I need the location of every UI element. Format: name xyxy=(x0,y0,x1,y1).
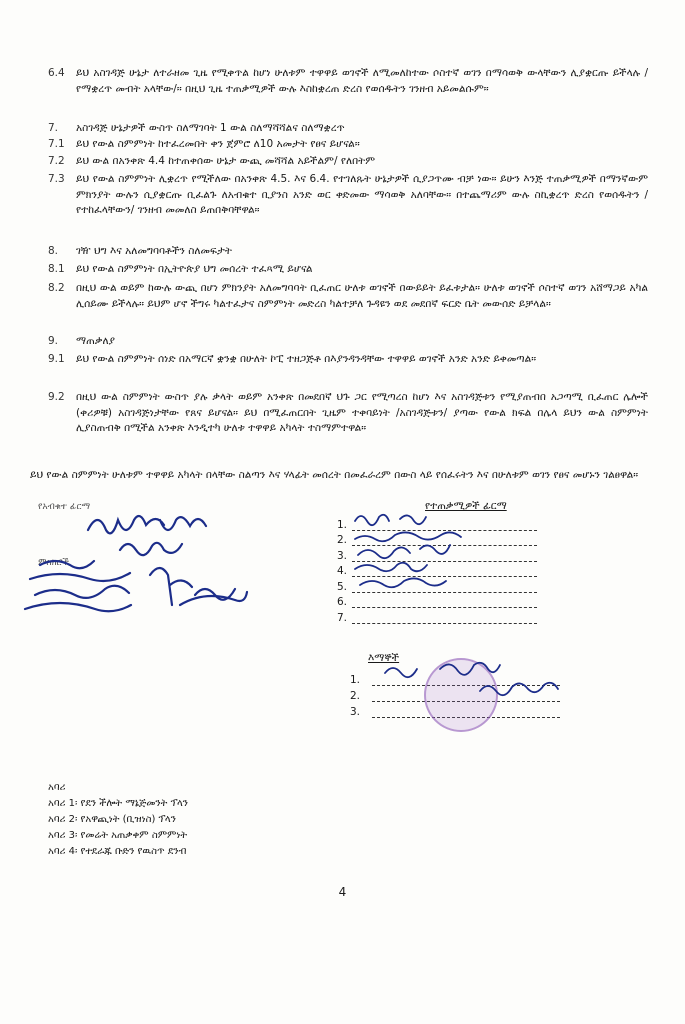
clause-8-2 xyxy=(48,281,648,312)
signature-number: 7. xyxy=(337,611,348,624)
clause-number: 7.3 xyxy=(48,173,65,185)
clause-number: 9. xyxy=(48,335,59,347)
signature-number: 2. xyxy=(337,534,348,546)
clause-8 xyxy=(48,244,648,260)
clause-text: ይህ የውል ስምምነት ሊቋረጥ የሚችለው በአንቀጽ 4.5. እና 6.4. የተገለጹት ሁኔታዎች ሲያጋጥሙ ብቻ ነው። ይሁን እንጅ ተጠቃሚዎች በማንኛውም ምክንያት ውሉን ሲያቋርጡ ቢፈልጉ ለአብቁተ ቢያንስ አንድ ወር ቀድመው ማሳወቅ አለባቸው። በተጨማሪም ውሉ ስኪቋረጥ ድረስ የወሰዱትን /የተከፈላቸውን/ ገንዘብ መመለስ ይጠበቅባቸዋል። xyxy=(76,173,648,216)
clause-8-1 xyxy=(48,262,648,278)
clause-text: ይህ ውል በአንቀጽ 4.4 ከተጠቀሰው ሁኔታ ውጪ መሻሻል አይችልም/ የለበትም xyxy=(76,155,376,167)
clause-text: ይህ የውል ስምምነት ሰነድ በአማርኛ ቋንቋ በሁለት ኮፒ ተዘጋጅቶ በእያንዳንዳቸው ተዋዋይ ወገኖች አንድ አንድ ይቀመጣል። xyxy=(76,353,537,365)
page-number: 4 xyxy=(338,885,347,899)
signature-line xyxy=(337,608,537,624)
closing-paragraph: ይህ የውል ስምምነት ሁለቱም ተዋዋይ አካላት በላቸው ስልጣን እና ሃላፊት መሰረት በመፈራረም በውስ ላይ የሰፈሩትን እና በሁለቱም ወገን የፀና መሆኑን ገልፀዋል። xyxy=(30,469,639,481)
attachment-item: አባሪ 4፡ የተደራጁ ቡድን የዉስጥ ደንብ xyxy=(48,846,187,857)
clause-text: ማጠቃለያ xyxy=(76,335,116,347)
clause-6-4 xyxy=(48,66,648,97)
clause-7-3 xyxy=(48,172,648,219)
witness-number: 2. xyxy=(350,690,361,702)
signature-number: 5. xyxy=(337,580,348,593)
witnesses-heading: እማኞች xyxy=(368,652,400,664)
signature-number: 3. xyxy=(337,549,348,562)
clause-9-1 xyxy=(48,352,648,368)
clause-number: 8. xyxy=(48,245,59,257)
clause-text: በዚህ ውል ስምምነት ውስጥ ያሉ ቃላት ወይም አንቀጽ በመደበኛ ህጉ ጋር የሚጣረስ ከሆነ እና አስገዳጅቱን የሚያጠብበ አጋጣሚ ቢፈጠር ሌሎች (ቀሪዎቹ) አስገዳጅነታቸው የጸና ይሆናል። ይህ በሚፈጠርበት ጊዜም ተቀባይነት /አስገዳጅቱን/ ያጣው የውል ክፍል በሌላ ይህን ውል ስምምነት ሊያስጠብቅ በሚችል አንቀጽ እንዲተካ ሁለቱ ተዋዋይ አካላት ተስማምተዋል። xyxy=(76,391,648,434)
clause-number: 8.2 xyxy=(48,282,65,294)
signature-underline xyxy=(352,596,537,608)
attachment-item: አባሪ 2፡ የአዋጪነት (ቢዝነስ) ፕላን xyxy=(48,814,176,825)
clause-7-1 xyxy=(48,137,648,153)
attachment-item: አባሪ 1፡ የደን ችሎት ማኔጅመንት ፕላን xyxy=(48,798,189,809)
signature-underline xyxy=(352,612,537,624)
clause-number: 9.2 xyxy=(48,391,65,403)
clause-number: 7.2 xyxy=(48,155,65,167)
clause-number: 6.4 xyxy=(48,67,65,79)
beneficiaries-signature-heading: የተጠቃሚዎች ፊርማ xyxy=(425,500,507,512)
clause-7-2 xyxy=(48,154,648,170)
signature-number: 6. xyxy=(337,596,348,608)
left-signatures-icon xyxy=(20,505,270,630)
left-signature-label: የአብቁተ ፊርማ xyxy=(38,502,91,512)
clause-7 xyxy=(48,121,648,137)
clause-text: ይህ የውል ስምምነት በኢትዮጵያ ህግ መሰረት ተፈጻሚ ይሆናል xyxy=(76,263,313,275)
witness-number: 1. xyxy=(350,674,361,686)
clause-number: 9.1 xyxy=(48,353,65,365)
signature-number: 1. xyxy=(337,518,348,531)
clause-9 xyxy=(48,334,648,350)
clause-text: ይህ አስገዳጅ ሁኔታ ለተራዘመ ጊዜ የሚቀጥል ከሆነ ሁለቱም ተዋዋይ ወገኖች ለሚመለከተው ሶስተኛ ወገን በማሳወቅ ውላቸውን ሊያቋርጡ ይችላሉ /የማቋረጥ መብት አላቸው/። በዚህ ጊዜ ተጠቃሚዎች ውሉ እስከቋረጠ ድረስ የወሰዱትን ገንዘብ አይመልሱም። xyxy=(76,67,648,95)
attachments-block xyxy=(48,780,188,860)
attachments-heading: አባሪ xyxy=(48,782,66,793)
left-witness-label: ምስክሮች xyxy=(38,558,69,568)
witness-number: 3. xyxy=(350,706,361,718)
clause-number: 7. xyxy=(48,122,59,134)
clause-text: ገዥ ህግ እና አለመግባባቶችን ስለመፍታት xyxy=(76,245,232,257)
clause-text: በዚህ ውል ወይም ከውሉ ውጪ በሆነ ምክንያት አለመግባባት ቢፈጠር ሁለቱ ወገኖች በውይይት ይፈቱታል። ሁለቱ ወገኖች ሶስተኛ ወገን አሸማጋይ አካል ሊሰይሙ ይችላሉ። ይህም ሆኖ ችግሩ ካልተፈታና ስምምነት መድረስ ካልተቻለ ጉዳዩን ወደ መደበኛ ፍርድ ቤት መውሰድ ይቻላል። xyxy=(76,282,648,310)
clause-9-2 xyxy=(48,390,648,437)
beneficiary-signatures-icon xyxy=(350,505,530,595)
clause-text: ይህ የውል ስምምነት ከተፈረመበት ቀን ጀምሮ ለ10 አመታት የፀና ይሆናል። xyxy=(76,138,360,150)
clause-number: 7.1 xyxy=(48,138,65,150)
clause-number: 8.1 xyxy=(48,263,65,275)
clause-text: አስገዳጅ ሁኔታዎች ውስጥ ስለማገባት 1 ውል ስለማሻሻልና ስለማቋረጥ xyxy=(76,122,345,134)
attachment-item: አባሪ 3፡ የመሬት አጠቃቀም ስምምነት xyxy=(48,830,188,841)
signature-number: 4. xyxy=(337,565,348,577)
witness-signatures-icon xyxy=(380,655,580,705)
